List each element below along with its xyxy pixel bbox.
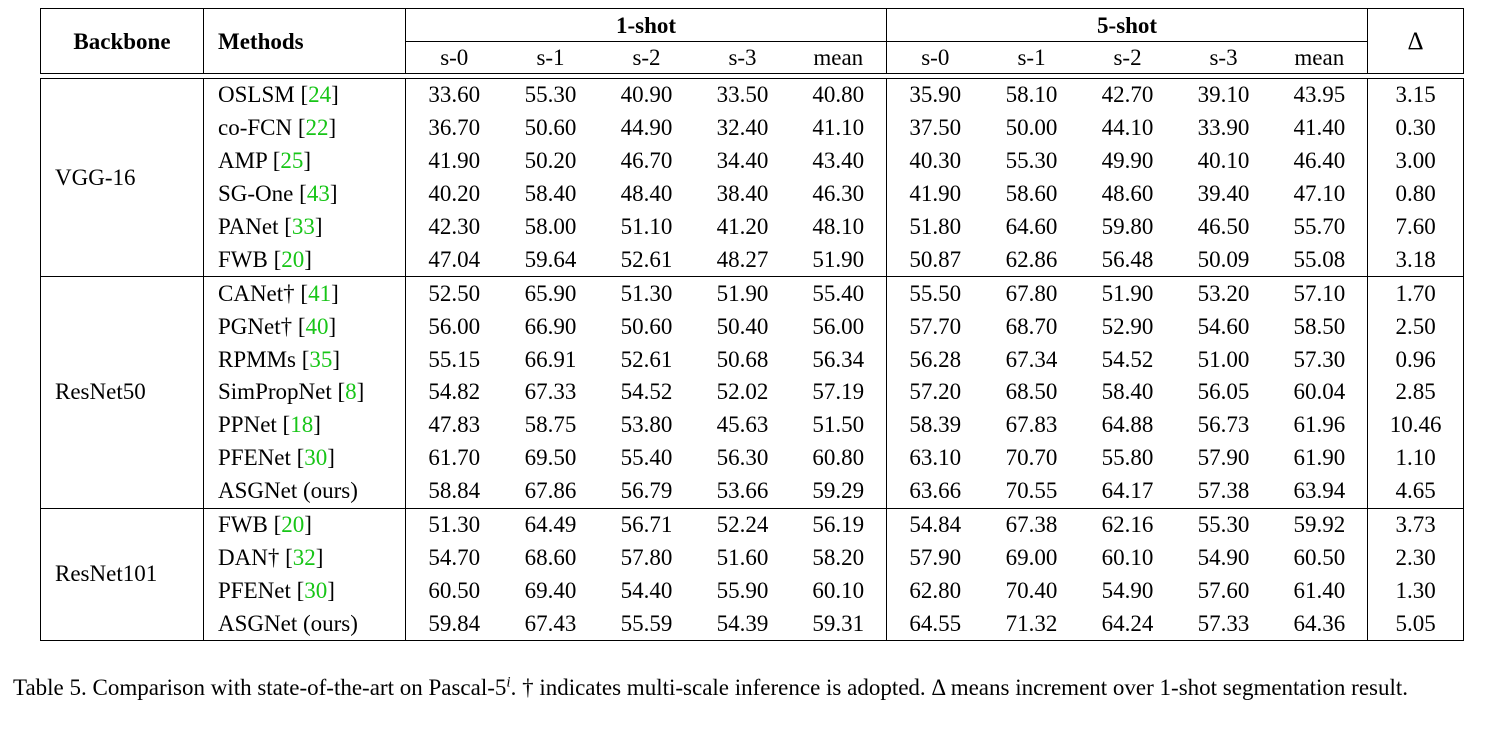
table-row <box>41 508 1464 541</box>
method-name: PPNet <box>218 412 277 438</box>
value-cell: 52.61 <box>599 243 695 276</box>
value-cell: 54.40 <box>620 577 673 603</box>
subheader-5shot-s-3: s-3 <box>1176 42 1272 74</box>
value-cell: 56.00 <box>428 313 481 339</box>
value-cell: 0.80 <box>1368 178 1464 211</box>
value-cell: 64.36 <box>1272 607 1368 640</box>
value-cell: 1.30 <box>1368 574 1464 607</box>
value-cell: 1.70 <box>1368 277 1464 310</box>
method-cell: RPMMs [35] <box>204 343 406 376</box>
method-name: SG-One <box>218 181 294 207</box>
citation-link[interactable]: 25 <box>280 148 304 174</box>
value-cell: 36.70 <box>428 115 481 141</box>
value-cell: 42.30 <box>428 214 481 239</box>
backbone-cell: ResNet101 <box>41 508 204 641</box>
group-resnet101 <box>41 508 1464 641</box>
value-cell: 56.30 <box>716 445 769 471</box>
value-cell: 57.90 <box>1197 445 1250 471</box>
value-cell: 59.64 <box>503 243 599 276</box>
value-cell: 52.90 <box>1101 313 1154 339</box>
value-cell: 50.40 <box>716 313 769 339</box>
value-cell: 69.40 <box>524 577 577 603</box>
value-cell: 55.50 <box>887 277 984 310</box>
value-cell: 32.40 <box>716 115 769 141</box>
value-cell: 51.60 <box>716 544 769 570</box>
table-row <box>41 442 1464 475</box>
value-cell: 10.46 <box>1368 409 1464 442</box>
value-cell: 68.60 <box>524 544 577 570</box>
header-backbone: Backbone <box>41 9 204 74</box>
value-cell: 67.38 <box>984 508 1080 541</box>
value-cell: 64.88 <box>1101 412 1154 438</box>
value-cell: 63.66 <box>887 475 984 508</box>
method-cell <box>204 607 406 640</box>
table-caption <box>13 672 1491 703</box>
table-row <box>41 243 1464 276</box>
citation-link[interactable]: 40 <box>305 313 329 339</box>
subheader-1shot-s-0: s-0 <box>406 42 503 74</box>
value-cell: 70.55 <box>984 475 1080 508</box>
value-cell: 61.90 <box>1272 442 1368 475</box>
value-cell: 58.84 <box>406 475 503 508</box>
citation-link[interactable]: 35 <box>309 346 333 372</box>
method-name: SimPropNet <box>218 379 332 405</box>
method-cell: PFENet [30] <box>204 442 406 475</box>
table-row <box>41 211 1464 244</box>
value-cell: 55.90 <box>716 577 769 603</box>
value-cell: 55.59 <box>599 607 695 640</box>
caption-prefix: Table 5. Comparison with state-of-the-art on Pascal-5 <box>13 675 507 700</box>
value-cell: 60.80 <box>791 442 887 475</box>
method-name: PGNet† <box>218 313 293 339</box>
value-cell: 46.50 <box>1197 214 1250 239</box>
value-cell: 35.90 <box>887 79 984 112</box>
value-cell: 63.94 <box>1272 475 1368 508</box>
value-cell: 56.28 <box>909 346 962 372</box>
table-row <box>41 145 1464 178</box>
value-cell: 67.86 <box>503 475 599 508</box>
value-cell: 42.70 <box>1080 79 1176 112</box>
subheader-5shot-s-0: s-0 <box>887 42 984 74</box>
value-cell: 57.38 <box>1176 475 1272 508</box>
value-cell: 58.00 <box>524 214 577 239</box>
value-cell: 46.70 <box>620 148 673 174</box>
value-cell: 39.40 <box>1197 181 1250 207</box>
value-cell: 50.20 <box>524 148 577 174</box>
value-cell: 51.30 <box>599 277 695 310</box>
table-row <box>41 607 1464 640</box>
table-row <box>41 310 1464 343</box>
citation-link[interactable]: 22 <box>305 115 329 141</box>
value-cell: 62.16 <box>1080 508 1176 541</box>
value-cell: 55.40 <box>791 277 887 310</box>
value-cell: 41.40 <box>1272 112 1368 145</box>
method-name: ASGNet (ours) <box>218 478 358 504</box>
method-name: CANet† <box>218 280 295 306</box>
value-cell: 55.80 <box>1101 445 1154 471</box>
value-cell: 38.40 <box>716 181 769 207</box>
value-cell: 70.70 <box>1005 445 1058 471</box>
value-cell: 55.15 <box>428 346 481 372</box>
value-cell: 52.50 <box>406 277 503 310</box>
value-cell: 69.50 <box>524 445 577 471</box>
method-name: PFENet <box>218 445 291 471</box>
subheader-1shot-s-2: s-2 <box>599 42 695 74</box>
value-cell: 33.50 <box>695 79 791 112</box>
value-cell: 66.90 <box>524 313 577 339</box>
value-cell: 51.10 <box>620 214 673 239</box>
value-cell: 53.66 <box>695 475 791 508</box>
value-cell: 52.24 <box>695 508 791 541</box>
value-cell: 1.10 <box>1368 442 1464 475</box>
value-cell: 59.84 <box>406 607 503 640</box>
value-cell: 41.90 <box>428 148 481 174</box>
value-cell: 47.83 <box>428 412 481 438</box>
value-cell: 33.60 <box>406 79 503 112</box>
value-cell: 64.49 <box>503 508 599 541</box>
value-cell: 54.52 <box>620 379 673 405</box>
value-cell: 2.50 <box>1368 310 1464 343</box>
value-cell: 71.32 <box>984 607 1080 640</box>
value-cell: 51.90 <box>1080 277 1176 310</box>
value-cell: 40.10 <box>1197 148 1250 174</box>
value-cell: 50.68 <box>716 346 769 372</box>
value-cell: 43.95 <box>1272 79 1368 112</box>
value-cell: 60.50 <box>428 577 481 603</box>
value-cell: 56.19 <box>791 508 887 541</box>
value-cell: 45.63 <box>716 412 769 438</box>
method-cell: FWB [20] <box>204 243 406 276</box>
value-cell: 60.04 <box>1272 376 1368 409</box>
value-cell: 46.40 <box>1272 145 1368 178</box>
value-cell: 57.30 <box>1272 343 1368 376</box>
value-cell: 58.50 <box>1272 310 1368 343</box>
value-cell: 55.40 <box>620 445 673 471</box>
caption-suffix: . † indicates multi-scale inference is adopted. Δ means increment over 1-shot segmentation result. <box>510 675 1409 700</box>
header-1-shot: 1-shot <box>406 9 887 42</box>
value-cell: 57.10 <box>1272 277 1368 310</box>
value-cell: 40.90 <box>599 79 695 112</box>
backbone-cell: ResNet50 <box>41 277 204 508</box>
value-cell: 46.30 <box>791 178 887 211</box>
value-cell: 5.05 <box>1368 607 1464 640</box>
value-cell: 3.00 <box>1368 145 1464 178</box>
value-cell: 60.10 <box>1101 544 1154 570</box>
value-cell: 59.29 <box>791 475 887 508</box>
value-cell: 51.50 <box>791 409 887 442</box>
value-cell: 67.43 <box>503 607 599 640</box>
citation-link[interactable]: 20 <box>281 246 305 272</box>
value-cell: 55.30 <box>1005 148 1058 174</box>
table-row <box>41 112 1464 145</box>
caption-superscript: i <box>506 674 511 691</box>
value-cell: 52.02 <box>716 379 769 405</box>
value-cell: 57.60 <box>1197 577 1250 603</box>
value-cell: 47.10 <box>1272 178 1368 211</box>
value-cell: 50.09 <box>1176 243 1272 276</box>
method-cell: DAN† [32] <box>204 541 406 574</box>
subheader-5shot-s-1: s-1 <box>984 42 1080 74</box>
value-cell: 67.33 <box>524 379 577 405</box>
value-cell: 64.24 <box>1080 607 1176 640</box>
group-resnet50 <box>41 277 1464 508</box>
value-cell: 55.30 <box>503 79 599 112</box>
citation-link[interactable]: 41 <box>308 280 332 306</box>
value-cell: 69.00 <box>1005 544 1058 570</box>
value-cell: 58.60 <box>1005 181 1058 207</box>
value-cell: 3.73 <box>1368 508 1464 541</box>
value-cell: 48.60 <box>1101 181 1154 207</box>
value-cell: 61.70 <box>428 445 481 471</box>
value-cell: 57.20 <box>909 379 962 405</box>
citation-link[interactable]: 32 <box>292 544 316 570</box>
value-cell: 40.80 <box>791 79 887 112</box>
citation-link[interactable]: 30 <box>304 577 328 603</box>
value-cell: 43.40 <box>791 145 887 178</box>
value-cell: 7.60 <box>1368 211 1464 244</box>
citation-link[interactable]: 18 <box>290 412 314 438</box>
citation-link[interactable]: 8 <box>345 379 357 405</box>
method-cell: CANet† [41] <box>204 277 406 310</box>
value-cell: 44.90 <box>620 115 673 141</box>
value-cell: 67.34 <box>1005 346 1058 372</box>
value-cell: 59.92 <box>1272 508 1368 541</box>
value-cell: 58.20 <box>791 541 887 574</box>
value-cell: 51.80 <box>909 214 962 239</box>
backbone-cell: VGG-16 <box>41 79 204 277</box>
value-cell: 48.10 <box>791 211 887 244</box>
value-cell: 56.48 <box>1080 243 1176 276</box>
method-cell <box>204 475 406 508</box>
value-cell: 2.30 <box>1368 541 1464 574</box>
value-cell: 0.96 <box>1368 343 1464 376</box>
value-cell: 54.70 <box>428 544 481 570</box>
value-cell: 57.90 <box>909 544 962 570</box>
header-delta: Δ <box>1368 9 1464 74</box>
value-cell: 56.05 <box>1197 379 1250 405</box>
value-cell: 40.30 <box>909 148 962 174</box>
value-cell: 55.70 <box>1272 211 1368 244</box>
value-cell: 50.87 <box>887 243 984 276</box>
method-name: AMP <box>218 148 267 174</box>
table-row <box>41 343 1464 376</box>
value-cell: 47.04 <box>406 243 503 276</box>
value-cell: 55.08 <box>1272 243 1368 276</box>
value-cell: 57.70 <box>909 313 962 339</box>
value-cell: 52.61 <box>620 346 673 372</box>
value-cell: 66.91 <box>524 346 577 372</box>
table-header <box>41 9 1464 74</box>
value-cell: 4.65 <box>1368 475 1464 508</box>
value-cell: 67.80 <box>984 277 1080 310</box>
method-cell: PFENet [30] <box>204 574 406 607</box>
citation-link[interactable]: 20 <box>281 512 305 538</box>
value-cell: 58.10 <box>984 79 1080 112</box>
value-cell: 56.71 <box>599 508 695 541</box>
value-cell: 48.40 <box>620 181 673 207</box>
value-cell: 60.50 <box>1272 541 1368 574</box>
value-cell: 58.75 <box>524 412 577 438</box>
method-cell: AMP [25] <box>204 145 406 178</box>
value-cell: 53.20 <box>1176 277 1272 310</box>
value-cell: 64.60 <box>1005 214 1058 239</box>
table-row <box>41 178 1464 211</box>
value-cell: 49.90 <box>1101 148 1154 174</box>
value-cell: 2.85 <box>1368 376 1464 409</box>
value-cell: 68.70 <box>1005 313 1058 339</box>
citation-link[interactable]: 43 <box>306 181 330 207</box>
value-cell: 57.80 <box>620 544 673 570</box>
citation-link[interactable]: 24 <box>308 82 332 108</box>
value-cell: 0.30 <box>1368 112 1464 145</box>
value-cell: 61.40 <box>1272 574 1368 607</box>
method-cell: FWB [20] <box>204 508 406 541</box>
value-cell: 56.00 <box>791 310 887 343</box>
table-row <box>41 475 1464 508</box>
value-cell: 51.90 <box>791 243 887 276</box>
results-table <box>40 8 1464 641</box>
method-cell: co-FCN [22] <box>204 112 406 145</box>
value-cell: 3.15 <box>1368 79 1464 112</box>
value-cell: 58.39 <box>909 412 962 438</box>
value-cell: 41.10 <box>791 112 887 145</box>
value-cell: 48.27 <box>695 243 791 276</box>
method-name: DAN† <box>218 544 280 570</box>
value-cell: 51.30 <box>406 508 503 541</box>
method-cell: PGNet† [40] <box>204 310 406 343</box>
value-cell: 58.40 <box>524 181 577 207</box>
value-cell: 62.80 <box>909 577 962 603</box>
table-row <box>41 376 1464 409</box>
table-row <box>41 79 1464 112</box>
method-name: FWB <box>218 512 268 538</box>
value-cell: 59.80 <box>1101 214 1154 239</box>
value-cell: 54.60 <box>1197 313 1250 339</box>
method-name: FWB <box>218 246 268 272</box>
value-cell: 54.82 <box>428 379 481 405</box>
value-cell: 61.96 <box>1272 409 1368 442</box>
value-cell: 33.90 <box>1197 115 1250 141</box>
subheader-1shot-s-3: s-3 <box>695 42 791 74</box>
subheader-1shot-s-1: s-1 <box>503 42 599 74</box>
value-cell: 39.10 <box>1176 79 1272 112</box>
citation-link[interactable]: 33 <box>291 214 315 239</box>
table-row <box>41 541 1464 574</box>
value-cell: 70.40 <box>1005 577 1058 603</box>
subheader-5shot-s-2: s-2 <box>1080 42 1176 74</box>
value-cell: 62.86 <box>984 243 1080 276</box>
value-cell: 55.30 <box>1176 508 1272 541</box>
value-cell: 54.84 <box>887 508 984 541</box>
value-cell: 56.73 <box>1197 412 1250 438</box>
value-cell: 51.00 <box>1197 346 1250 372</box>
citation-link[interactable]: 30 <box>304 445 328 471</box>
value-cell: 63.10 <box>909 445 962 471</box>
value-cell: 54.90 <box>1101 577 1154 603</box>
value-cell: 56.79 <box>599 475 695 508</box>
value-cell: 65.90 <box>503 277 599 310</box>
subheader-5shot-mean: mean <box>1272 42 1368 74</box>
value-cell: 54.39 <box>695 607 791 640</box>
value-cell: 59.31 <box>791 607 887 640</box>
value-cell: 56.34 <box>791 343 887 376</box>
value-cell: 54.90 <box>1197 544 1250 570</box>
group-vgg-16 <box>41 79 1464 277</box>
value-cell: 51.90 <box>695 277 791 310</box>
value-cell: 50.00 <box>1005 115 1058 141</box>
value-cell: 57.33 <box>1176 607 1272 640</box>
method-name: PANet <box>218 214 279 239</box>
value-cell: 53.80 <box>620 412 673 438</box>
value-cell: 37.50 <box>909 115 962 141</box>
value-cell: 41.20 <box>716 214 769 239</box>
table-row <box>41 277 1464 310</box>
value-cell: 58.40 <box>1101 379 1154 405</box>
value-cell: 40.20 <box>428 181 481 207</box>
table-row <box>41 409 1464 442</box>
header-methods: Methods <box>204 9 406 74</box>
method-name: co-FCN <box>218 115 293 141</box>
value-cell: 64.55 <box>887 607 984 640</box>
value-cell: 44.10 <box>1101 115 1154 141</box>
value-cell: 3.18 <box>1368 243 1464 276</box>
header-5-shot: 5-shot <box>887 9 1368 42</box>
value-cell: 54.52 <box>1101 346 1154 372</box>
table-row <box>41 574 1464 607</box>
method-name: OSLSM <box>218 82 295 108</box>
method-name: RPMMs <box>218 346 296 372</box>
value-cell: 68.50 <box>1005 379 1058 405</box>
method-name: PFENet <box>218 577 291 603</box>
value-cell: 50.60 <box>620 313 673 339</box>
value-cell: 67.83 <box>1005 412 1058 438</box>
value-cell: 41.90 <box>909 181 962 207</box>
method-cell: PANet [33] <box>204 211 406 244</box>
value-cell: 34.40 <box>716 148 769 174</box>
value-cell: 60.10 <box>791 574 887 607</box>
value-cell: 64.17 <box>1080 475 1176 508</box>
method-cell: OSLSM [24] <box>204 79 406 112</box>
method-cell: SimPropNet [8] <box>204 376 406 409</box>
method-name: ASGNet (ours) <box>218 610 358 636</box>
subheader-1shot-mean: mean <box>791 42 887 74</box>
value-cell: 50.60 <box>524 115 577 141</box>
method-cell: PPNet [18] <box>204 409 406 442</box>
method-cell: SG-One [43] <box>204 178 406 211</box>
value-cell: 57.19 <box>791 376 887 409</box>
